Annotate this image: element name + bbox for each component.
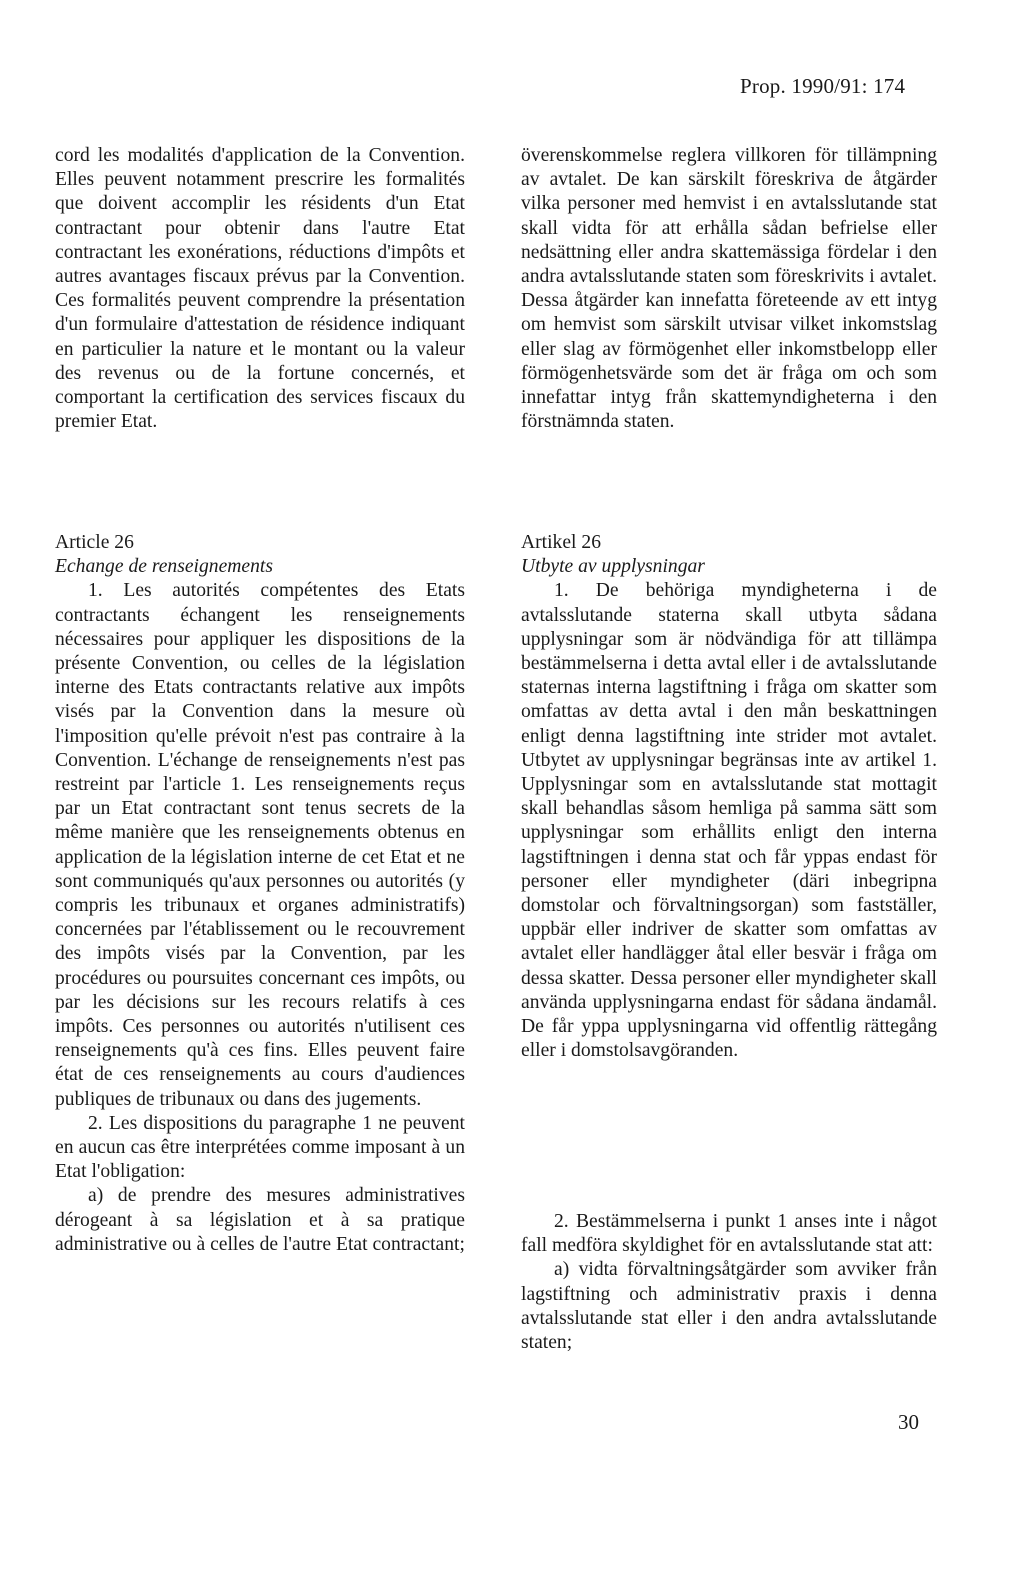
swedish-article-heading: Artikel 26 bbox=[521, 532, 601, 553]
swedish-intro-paragraph: överenskommelse reglera villkoren för tillämpning av avtalet. De kan särskilt föreskriva de åtgärder vilka personer med hemvist i en avtalsslutande stat skall vidta för att erhålla sådan befrielse eller nedsättning eller andra skattemässiga fördelar i den andra avtalsslutande staten som föreskrivits i avtalet. Dessa åtgärder kan innefatta företeende av ett intyg om hemvist som särskilt utvisar vilket inkomstslag eller slag av förmögenhet eller inkomstbelopp eller förmögenhetsvärde som det är fråga om och som innefattar intyg från skattemyndigheterna i den förstnämnda staten. bbox=[521, 145, 937, 433]
french-article-subheading: Echange de renseignements bbox=[55, 556, 273, 578]
page-number: 30 bbox=[898, 1410, 919, 1434]
french-article-block bbox=[55, 531, 465, 1257]
french-paragraph-2: 2. Les dispositions du paragraphe 1 ne peuvent en aucun cas être interprétées comme imposant à un Etat l'obligation: bbox=[55, 1112, 465, 1183]
swedish-intro-block bbox=[521, 144, 937, 434]
swedish-paragraph-2-block bbox=[521, 1210, 937, 1355]
swedish-article-subheading: Utbyte av upplysningar bbox=[521, 556, 705, 578]
french-intro-paragraph: cord les modalités d'application de la Convention. Elles peuvent notamment prescrire les formalités que doivent accomplir les résidents d'un Etat contractant pour obtenir dans l'autre Etat contractant les exonérations, réductions d'impôts et autres avantages fiscaux prévus par la Convention. Ces formalités peuvent comprendre la présentation d'un formulaire d'attestation de résidence indiquant en particulier la nature et le montant ou la valeur des revenus ou de la fortune concernés, et comportant la certification des services fiscaux du premier Etat. bbox=[55, 145, 465, 433]
french-item-a: a) de prendre des mesures administratives dérogeant à sa législation et à sa pratique administrative ou à celles de l'autre Etat contractant; bbox=[55, 1185, 465, 1255]
swedish-article-block bbox=[521, 531, 937, 1063]
swedish-paragraph-1: 1. De behöriga myndigheterna i de avtalsslutande staterna skall utbyta sådana upplysningar som är nödvändiga för att tillämpa bestämmelserna i detta avtal eller i de avtalsslutande staternas interna lagstiftning i fråga om skatter som omfattas av detta avtal i den mån beskattningen enligt denna lagstiftning inte strider mot avtalet. Utbytet av upplysningar begränsas inte av artikel 1. Upplysningar som en avtalsslutande stat mottagit skall behandlas såsom hemliga på samma sätt som upplysningar som erhållits enligt den interna lagstiftningen i denna stat och får yppas endast för personer eller myndigheter (däri inbegripna domstolar och förvaltningsorgan) som fastställer, uppbär eller indriver de skatter som omfattas av avtalet eller handlägger åtal eller besvär i fråga om dessa skatter. Dessa personer eller myndigheter skall använda upplysningarna endast för sådana ändamål. De får yppa upplysningarna vid offentlig rättegång eller i domstolsavgöranden. bbox=[521, 580, 937, 1062]
swedish-paragraph-2: 2. Bestämmelserna i punkt 1 anses inte i något fall medföra skyldighet för en avtalsslutande stat att: bbox=[521, 1211, 937, 1257]
french-article-heading: Article 26 bbox=[55, 532, 134, 553]
french-intro-block bbox=[55, 144, 465, 434]
doc-reference: Prop. 1990/91: 174 bbox=[740, 74, 906, 98]
swedish-item-a: a) vidta förvaltningsåtgärder som avviker från lagstiftning och administrativ praxis i denna avtalsslutande stat eller i den andra avtalsslutande staten; bbox=[521, 1259, 937, 1354]
french-paragraph-1: 1. Les autorités compétentes des Etats contractants échangent les renseignements nécessaires pour appliquer les dispositions de la présente Convention, ou celles de la législation interne des Etats contractants relative aux impôts visés par la Convention dans la mesure où l'imposition qu'elle prévoit n'est pas contraire à la Convention. L'échange de renseignements n'est pas restreint par l'article 1. Les renseignements reçus par un Etat contractant sont tenus secrets de la même manière que les renseignements obtenus en application de la législation interne de cet Etat et ne sont communiqués qu'aux personnes ou autorités (y compris les tribunaux et organes administratifs) concernées par l'établissement ou le recouvrement des impôts visés par la Convention, par les procédures ou poursuites concernant ces impôts, ou par les décisions sur les recours relatifs à ces impôts. Ces personnes ou autorités n'utilisent ces renseignements qu'à ces fins. Elles peuvent faire état de ces renseignements au cours d'audiences publiques de tribunaux ou dans des jugements. bbox=[55, 580, 465, 1110]
